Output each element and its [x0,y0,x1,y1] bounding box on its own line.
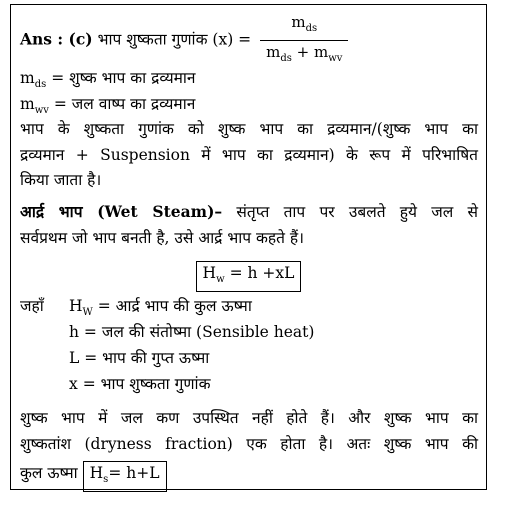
def-mds: $m_{ds}$ = शुष्क भाप का द्रव्यमान [20,69,196,90]
para1-line3: किया जाता है। [20,171,102,189]
total-heat-line: कुल ऊष्मा $H_s= h+L$ [20,461,167,492]
ans-label: Ans : (c) [20,29,93,49]
where-item-hw: $H_W$ = आर्द्र भाप की कुल ऊष्मा [69,297,252,318]
para1-line1: भाप के शुष्कता गुणांक को शुष्क भाप का द्रव्यमान/(शुष्क भाप का [20,120,478,138]
answer-box [10,4,487,490]
where-item-l: L = भाप की गुप्त ऊष्मा [69,349,210,367]
para1-line2: द्रव्यमान + Suspension में भाप का द्रव्यमान) के रूप में परिभाषित [20,146,478,164]
wet-steam-heading: आर्द्र भाप (Wet Steam)– [20,202,223,221]
def-mwv: $m_{wv}$ = जल वाष्प का द्रव्यमान [20,95,196,116]
fraction-denominator: $m_{ds} + m_{wv}$ [266,43,343,64]
wet-steam-line2: सर्वप्रथम जो भाप बनती है, उसे आर्द्र भाप कहते हैं। [20,229,304,247]
where-label: जहाँ [20,297,44,315]
formula-box: $H_w = h +xL$ [196,261,302,292]
ans-var: (x) = [212,30,252,49]
where-item-x: x = भाप शुष्कता गुणांक [69,375,211,393]
where-item-h: h = जल की संतोष्मा (Sensible heat) [69,323,315,341]
ans-line [20,13,348,68]
ans-text: भाप शुष्कता गुणांक [97,30,208,49]
wet-steam-line1: आर्द्र भाप (Wet Steam)– संतृप्त ताप पर उबलते हुये जल से [20,202,478,221]
para2-line2: शुष्कतांश (dryness fraction) एक होता है। अतः शुष्क भाप की [20,435,478,453]
wet-steam-formula [11,261,486,292]
para2-line1: शुष्क भाप में जल कण उपस्थित नहीं होते हैं। और शुष्क भाप का [20,409,478,427]
total-heat-formula-box: $H_s= h+L$ [83,461,167,492]
dryness-fraction-formula [260,13,348,68]
fraction-numerator: $m_{ds}$ [260,13,348,41]
